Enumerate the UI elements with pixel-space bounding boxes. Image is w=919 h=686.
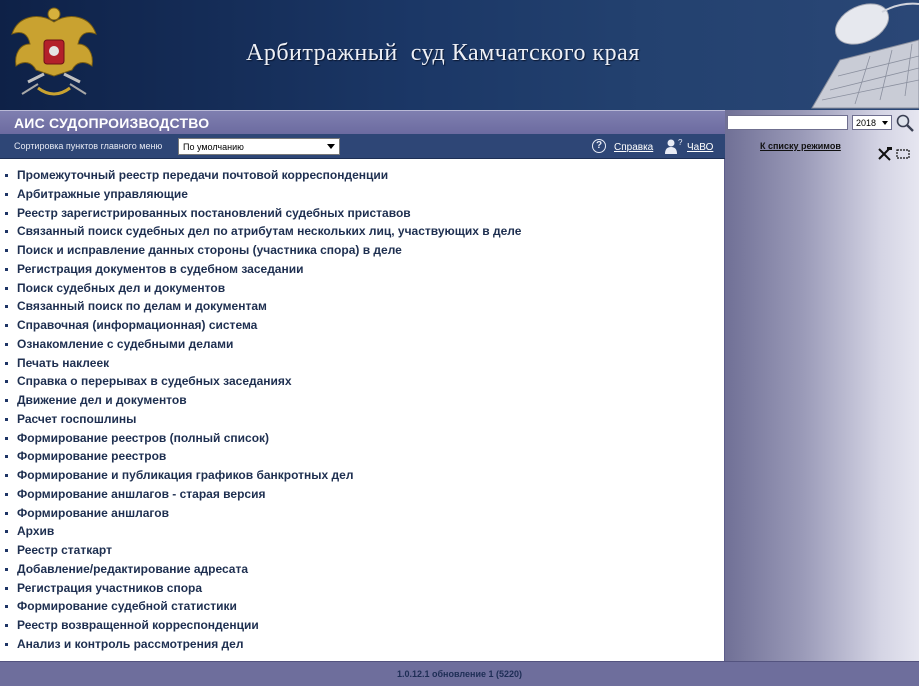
- bullet-icon: [5, 249, 8, 252]
- menu-item[interactable]: [0, 524, 724, 543]
- menu-item-label[interactable]: Регистрация участников спора: [17, 580, 203, 595]
- bullet-icon: [5, 624, 8, 627]
- menu-item[interactable]: [0, 281, 724, 300]
- bullet-icon: [5, 343, 8, 346]
- menu-item-label[interactable]: Ознакомление с судебными делами: [17, 336, 234, 351]
- menu-item[interactable]: [0, 487, 724, 506]
- menu-item-label[interactable]: Расчет госпошлины: [17, 411, 137, 426]
- menu-item[interactable]: [0, 637, 724, 656]
- bullet-icon: [5, 474, 8, 477]
- version-label: 1.0.12.1 обновление 1 (5220): [396, 669, 523, 679]
- year-select-value: 2018: [856, 118, 877, 128]
- menu-item-label[interactable]: Поиск и исправление данных стороны (участника спора) в деле: [17, 243, 402, 257]
- bullet-icon: [5, 605, 8, 608]
- chevron-down-icon: [327, 144, 335, 149]
- bullet-icon: [5, 268, 8, 271]
- faq-user-icon[interactable]: [664, 138, 684, 154]
- bullet-icon: [5, 380, 8, 383]
- bullet-icon: [5, 362, 8, 365]
- menu-item[interactable]: [0, 262, 724, 281]
- search-input[interactable]: [727, 115, 848, 130]
- window-icon[interactable]: [896, 149, 910, 159]
- bullet-icon: [5, 568, 8, 571]
- menu-item[interactable]: [0, 337, 724, 356]
- year-select[interactable]: [852, 115, 892, 130]
- menu-item[interactable]: [0, 543, 724, 562]
- menu-item[interactable]: [0, 581, 724, 600]
- menu-item[interactable]: [0, 393, 724, 412]
- menu-item-label[interactable]: Промежуточный реестр передачи почтовой корреспонденции: [17, 168, 389, 182]
- bullet-icon: [5, 512, 8, 515]
- menu-item-label[interactable]: Архив: [17, 524, 55, 539]
- bullet-icon: [5, 324, 8, 327]
- menu-item[interactable]: [0, 618, 724, 637]
- side-panel: [725, 110, 919, 661]
- menu-item[interactable]: [0, 562, 724, 581]
- bullet-icon: [5, 399, 8, 402]
- menu-item-label[interactable]: Арбитражные управляющие: [17, 186, 188, 201]
- menu-item-label[interactable]: Регистрация документов в судебном заседании: [17, 261, 304, 276]
- menu-item[interactable]: [0, 599, 724, 618]
- bullet-icon: [5, 212, 8, 215]
- court-title: Арбитражный суд Камчатского края: [246, 40, 640, 66]
- menu-item[interactable]: [0, 318, 724, 337]
- menu-item[interactable]: [0, 206, 724, 225]
- menu-item[interactable]: [0, 506, 724, 525]
- menu-item-label[interactable]: Поиск судебных дел и документов: [17, 280, 226, 295]
- menu-item-label[interactable]: Анализ и контроль рассмотрения дел: [17, 636, 244, 651]
- system-title: АИС СУДОПРОИЗВОДСТВО: [14, 115, 210, 131]
- chevron-down-icon: [882, 121, 888, 125]
- sort-select-value: По умолчанию: [183, 142, 244, 152]
- menu-list: [0, 159, 724, 656]
- bullet-icon: [5, 643, 8, 646]
- menu-item-label[interactable]: Добавление/редактирование адресата: [17, 561, 249, 576]
- menu-item-label[interactable]: Формирование реестров (полный список): [17, 430, 270, 445]
- menu-item-label[interactable]: Формирование реестров: [17, 449, 167, 464]
- bullet-icon: [5, 549, 8, 552]
- menu-item-label[interactable]: Связанный поиск по делам и документам: [17, 299, 267, 314]
- menu-item-label[interactable]: Реестр статкарт: [17, 543, 112, 557]
- menu-item-label[interactable]: Справочная (информационная) система: [17, 318, 258, 332]
- menu-item-label[interactable]: Формирование и публикация графиков банкротных дел: [17, 468, 354, 482]
- bullet-icon: [5, 493, 8, 496]
- menu-item-label[interactable]: Справка о перерывах в судебных заседаниях: [17, 374, 292, 389]
- toolbar: [0, 134, 725, 159]
- menu-item-label[interactable]: Формирование судебной статистики: [17, 599, 237, 614]
- menu-item[interactable]: [0, 431, 724, 450]
- system-titlebar: [0, 110, 725, 134]
- tools-icon[interactable]: [877, 147, 893, 161]
- main-menu: [0, 159, 725, 661]
- menu-item[interactable]: [0, 299, 724, 318]
- bullet-icon: [5, 230, 8, 233]
- menu-item[interactable]: [0, 412, 724, 431]
- modes-list-link[interactable]: К списку режимов: [760, 141, 841, 151]
- keyboard-mouse-icon: [800, 0, 919, 110]
- sort-select[interactable]: [178, 138, 340, 155]
- search-icon[interactable]: [895, 113, 915, 133]
- site-header: [0, 0, 919, 110]
- bullet-icon: [5, 587, 8, 590]
- menu-item-label[interactable]: Движение дел и документов: [17, 393, 187, 407]
- bullet-icon: [5, 174, 8, 177]
- coat-of-arms-icon: [8, 4, 100, 104]
- menu-item[interactable]: [0, 356, 724, 375]
- bullet-icon: [5, 305, 8, 308]
- menu-item[interactable]: [0, 468, 724, 487]
- bullet-icon: [5, 530, 8, 533]
- footer: [0, 661, 919, 686]
- menu-item[interactable]: [0, 374, 724, 393]
- menu-item-label[interactable]: Печать наклеек: [17, 355, 110, 370]
- menu-item-label[interactable]: Формирование аншлагов - старая версия: [17, 486, 266, 501]
- menu-item[interactable]: [0, 168, 724, 187]
- menu-item[interactable]: [0, 449, 724, 468]
- menu-item-label[interactable]: Реестр зарегистрированных постановлений судебных приставов: [17, 205, 411, 220]
- menu-item[interactable]: [0, 243, 724, 262]
- bullet-icon: [5, 455, 8, 458]
- menu-item-label[interactable]: Связанный поиск судебных дел по атрибутам нескольких лиц, участвующих в деле: [17, 224, 522, 239]
- sort-label: Сортировка пунктов главного меню: [14, 141, 163, 151]
- faq-link[interactable]: ЧаВО: [687, 142, 714, 153]
- menu-item-label[interactable]: Формирование аншлагов: [17, 505, 169, 520]
- menu-item[interactable]: [0, 187, 724, 206]
- menu-item[interactable]: [0, 224, 724, 243]
- bullet-icon: [5, 287, 8, 290]
- bullet-icon: [5, 437, 8, 440]
- help-icon[interactable]: ?: [592, 139, 606, 153]
- svg-text:?: ?: [678, 138, 683, 147]
- menu-item-label[interactable]: Реестр возвращенной корреспонденции: [17, 618, 259, 632]
- bullet-icon: [5, 418, 8, 421]
- help-link[interactable]: Справка: [614, 142, 654, 153]
- bullet-icon: [5, 193, 8, 196]
